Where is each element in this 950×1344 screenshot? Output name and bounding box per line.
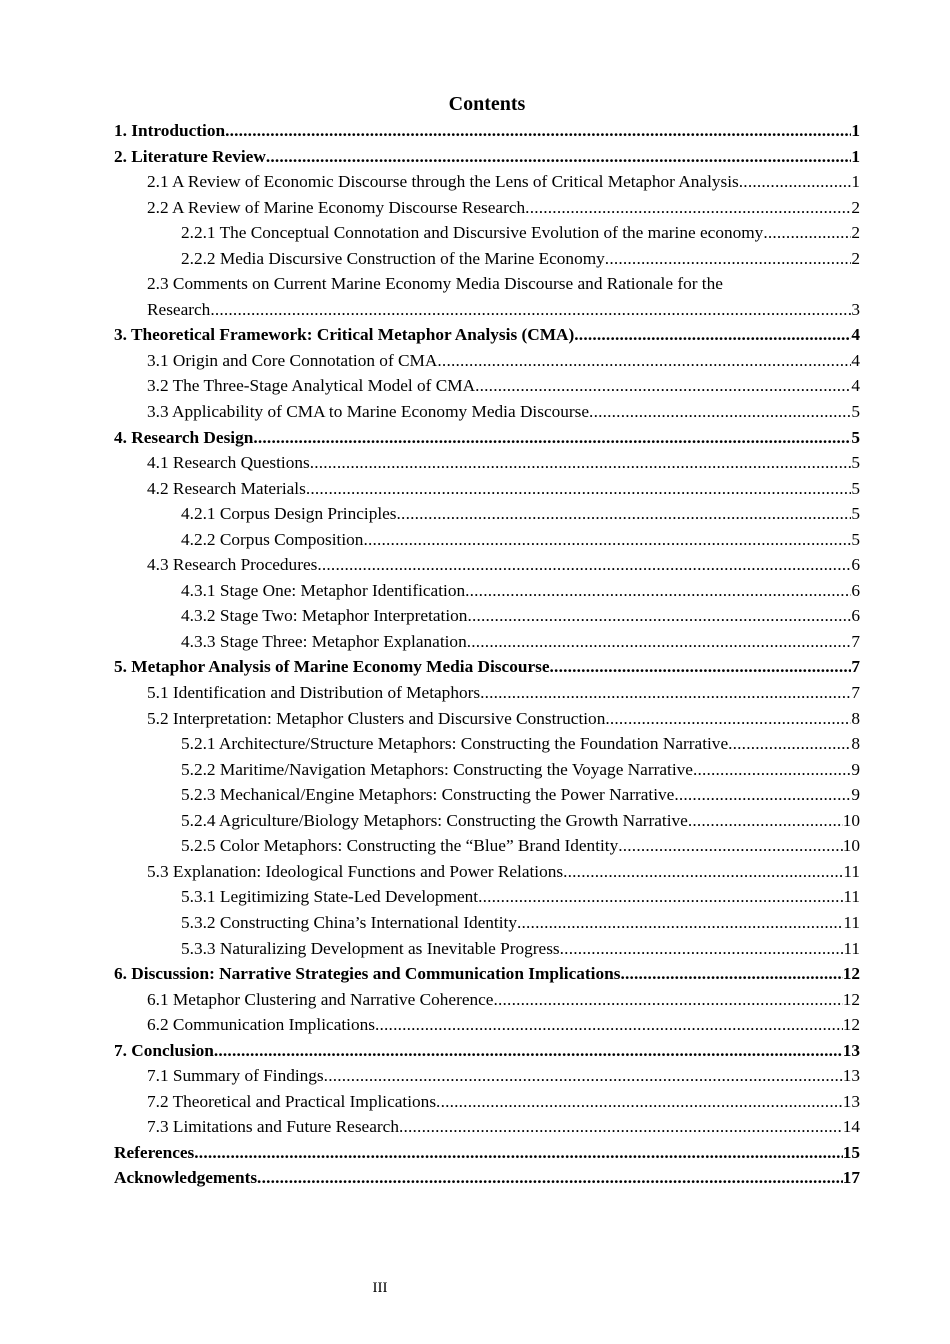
toc-entry-label: 5. Metaphor Analysis of Marine Economy Media Discourse xyxy=(114,657,550,677)
dot-leader xyxy=(266,144,852,170)
toc-entry-label: References xyxy=(114,1142,195,1162)
dot-leader xyxy=(493,987,842,1013)
toc-entry-page: 15 xyxy=(842,1142,860,1162)
toc-entry-label: 3.3 Applicability of CMA to Marine Economy Media Discourse xyxy=(147,402,590,422)
toc-entry[interactable] xyxy=(114,527,860,553)
dot-leader xyxy=(574,322,851,348)
toc-entry-label: 3.2 The Three-Stage Analytical Model of CMA xyxy=(147,376,476,396)
dot-leader xyxy=(620,961,842,987)
toc-entry[interactable] xyxy=(114,425,860,451)
toc-entry-page: 9 xyxy=(851,759,860,779)
dot-leader xyxy=(306,476,852,502)
toc-entry-label: 4.3.2 Stage Two: Metaphor Interpretation xyxy=(181,606,468,626)
dot-leader xyxy=(688,808,843,834)
dot-leader xyxy=(475,373,851,399)
toc-entry[interactable] xyxy=(114,757,860,783)
dot-leader xyxy=(589,399,851,425)
toc-entry-page: 11 xyxy=(843,861,860,881)
toc-entry-label: 4.1 Research Questions xyxy=(147,453,310,473)
toc-entry-page: 5 xyxy=(851,504,860,524)
toc-entry[interactable] xyxy=(114,961,860,987)
toc-entry[interactable] xyxy=(114,1114,860,1140)
toc-entry[interactable] xyxy=(114,654,860,680)
toc-entry-page: 10 xyxy=(842,836,860,856)
toc-entry-page: 17 xyxy=(842,1168,860,1188)
toc-entry-page: 12 xyxy=(842,989,860,1009)
toc-entry-label: 4.2 Research Materials xyxy=(147,478,306,498)
toc-entry-label: Acknowledgements xyxy=(114,1168,258,1188)
toc-entry-label: 5.2.3 Mechanical/Engine Metaphors: Constructing the Power Narrative xyxy=(181,785,675,805)
toc-entry-label: 7.1 Summary of Findings xyxy=(147,1066,324,1086)
dot-leader xyxy=(465,578,851,604)
toc-entry[interactable] xyxy=(114,195,860,221)
toc-entry-page: 5 xyxy=(851,453,860,473)
toc-entry-label: 5.2.1 Architecture/Structure Metaphors: Constructing the Foundation Narrative xyxy=(181,734,729,754)
toc-entry-label: 5.2.5 Color Metaphors: Constructing the “Blue” Brand Identity xyxy=(181,836,619,856)
dot-leader xyxy=(214,1038,843,1064)
toc-entry-label: 6.2 Communication Implications xyxy=(147,1015,375,1035)
toc-entry-page: 11 xyxy=(843,912,860,932)
dot-leader xyxy=(310,450,852,476)
toc-entry-label: 2.2.1 The Conceptual Connotation and Discursive Evolution of the marine economy xyxy=(181,223,764,243)
dot-leader xyxy=(517,910,843,936)
dot-leader xyxy=(399,1114,843,1140)
toc-entry[interactable] xyxy=(114,1012,860,1038)
toc-entry-label: 5.2.4 Agriculture/Biology Metaphors: Constructing the Growth Narrative xyxy=(181,810,688,830)
toc-entry-page: 5 xyxy=(851,427,860,447)
toc-entry[interactable] xyxy=(114,399,860,425)
toc-entry[interactable] xyxy=(114,782,860,808)
toc-entry-label: 2.3 Comments on Current Marine Economy Media Discourse and Rationale for the xyxy=(147,274,723,294)
toc-entry[interactable] xyxy=(114,169,860,195)
toc-entry-page: 5 xyxy=(851,402,860,422)
toc-entry[interactable] xyxy=(114,859,860,885)
dot-leader xyxy=(436,1089,843,1115)
toc-entry[interactable] xyxy=(114,603,860,629)
toc-entry[interactable] xyxy=(114,476,860,502)
toc-entry-page: 4 xyxy=(851,325,860,345)
toc-entry-label: 5.3.3 Naturalizing Development as Inevitable Progress xyxy=(181,938,560,958)
dot-leader xyxy=(324,1063,843,1089)
toc-entry-page: 12 xyxy=(842,1015,860,1035)
dot-leader xyxy=(225,118,851,144)
dot-leader xyxy=(605,246,852,272)
toc-entry-label: 5.3 Explanation: Ideological Functions and Power Relations xyxy=(147,861,564,881)
toc-entry-label: Research xyxy=(147,299,211,319)
dot-leader xyxy=(257,1165,843,1191)
toc-entry-page: 6 xyxy=(851,580,860,600)
dot-leader xyxy=(253,425,851,451)
toc-entry-page: 13 xyxy=(842,1040,860,1060)
toc-entry-page: 1 xyxy=(851,121,860,140)
toc-entry[interactable] xyxy=(114,808,860,834)
toc-entry-page: 13 xyxy=(842,1091,860,1111)
toc-entry-label: 5.3.2 Constructing China’s International Identity xyxy=(181,912,517,932)
toc-entry[interactable] xyxy=(114,271,860,322)
toc-entry-page: 1 xyxy=(851,172,860,192)
toc-entry-page: 3 xyxy=(851,299,860,319)
page-title: Contents xyxy=(448,93,526,115)
toc-entry[interactable] xyxy=(114,578,860,604)
toc-entry-label: 7. Conclusion xyxy=(114,1040,214,1060)
toc-entry[interactable] xyxy=(114,987,860,1013)
dot-leader xyxy=(437,348,851,374)
toc-entry-page: 7 xyxy=(851,657,860,677)
table-of-contents xyxy=(114,118,860,1191)
toc-entry-label: 4.2.2 Corpus Composition xyxy=(181,529,364,549)
page-number: III xyxy=(372,1280,388,1296)
toc-entry-label: 3.1 Origin and Core Connotation of CMA xyxy=(147,350,438,370)
toc-entry[interactable] xyxy=(114,833,860,859)
toc-entry[interactable] xyxy=(114,322,860,348)
toc-entry-label: 4. Research Design xyxy=(114,427,254,447)
toc-entry-label: 7.3 Limitations and Future Research xyxy=(147,1117,399,1137)
toc-entry-page: 5 xyxy=(851,529,860,549)
dot-leader xyxy=(467,603,851,629)
toc-entry-label: 2. Literature Review xyxy=(114,146,266,166)
toc-entry-page: 5 xyxy=(851,478,860,498)
dot-leader xyxy=(763,220,851,246)
toc-entry-label: 5.2 Interpretation: Metaphor Clusters and Discursive Construction xyxy=(147,708,606,728)
toc-entry[interactable] xyxy=(114,910,860,936)
toc-entry-page: 6 xyxy=(851,606,860,626)
toc-entry-page: 13 xyxy=(842,1066,860,1086)
toc-entry-page: 2 xyxy=(851,197,860,217)
toc-entry-label: 4.3 Research Procedures xyxy=(147,555,318,575)
dot-leader xyxy=(618,833,842,859)
toc-entry-page: 8 xyxy=(851,734,860,754)
toc-entry[interactable] xyxy=(114,246,860,272)
dot-leader xyxy=(210,297,851,323)
dot-leader xyxy=(739,169,852,195)
dot-leader xyxy=(674,782,851,808)
toc-entry-label: 6. Discussion: Narrative Strategies and Communication Implications xyxy=(114,964,621,984)
toc-entry[interactable] xyxy=(114,144,860,170)
toc-entry-page: 10 xyxy=(842,810,860,830)
toc-entry-page: 7 xyxy=(851,683,860,703)
dot-leader xyxy=(397,501,852,527)
toc-entry[interactable] xyxy=(114,450,860,476)
toc-entry-label: 5.3.1 Legitimizing State-Led Development xyxy=(181,887,479,907)
toc-entry-label: 2.1 A Review of Economic Discourse through the Lens of Critical Metaphor Analysis xyxy=(147,172,739,192)
toc-entry-label: 4.3.1 Stage One: Metaphor Identification xyxy=(181,580,466,600)
toc-entry[interactable] xyxy=(114,1140,860,1166)
toc-entry[interactable] xyxy=(114,936,860,962)
toc-entry-page: 11 xyxy=(843,887,860,907)
toc-entry-page: 8 xyxy=(851,708,860,728)
toc-entry[interactable] xyxy=(114,373,860,399)
toc-entry[interactable] xyxy=(114,552,860,578)
toc-entry-page: 4 xyxy=(851,350,860,370)
dot-leader xyxy=(550,654,852,680)
toc-entry-label: 3. Theoretical Framework: Critical Metaphor Analysis (CMA) xyxy=(114,325,575,345)
dot-leader xyxy=(480,680,851,706)
toc-entry-page: 14 xyxy=(842,1117,860,1137)
toc-entry-label: 7.2 Theoretical and Practical Implications xyxy=(147,1091,437,1111)
dot-leader xyxy=(478,884,843,910)
toc-entry[interactable] xyxy=(114,1038,860,1064)
toc-entry[interactable] xyxy=(114,1063,860,1089)
toc-entry[interactable] xyxy=(114,118,860,144)
dot-leader xyxy=(467,629,852,655)
toc-entry-label: 1. Introduction xyxy=(114,121,226,140)
toc-entry-page: 6 xyxy=(851,555,860,575)
toc-entry[interactable] xyxy=(114,680,860,706)
toc-entry[interactable] xyxy=(114,706,860,732)
toc-entry-label: 6.1 Metaphor Clustering and Narrative Coherence xyxy=(147,989,494,1009)
toc-entry-page: 11 xyxy=(843,938,860,958)
toc-entry[interactable] xyxy=(114,220,860,246)
dot-leader xyxy=(728,731,851,757)
toc-entry-page: 12 xyxy=(842,964,860,984)
dot-leader xyxy=(363,527,851,553)
toc-entry[interactable] xyxy=(114,884,860,910)
toc-entry-label: 2.2 A Review of Marine Economy Discourse Research xyxy=(147,197,526,217)
toc-entry[interactable] xyxy=(114,348,860,374)
dot-leader xyxy=(560,936,844,962)
toc-entry[interactable] xyxy=(114,629,860,655)
toc-entry-page: 2 xyxy=(851,223,860,243)
toc-entry-page: 9 xyxy=(851,785,860,805)
toc-entry-page: 2 xyxy=(851,248,860,268)
toc-entry-label: 5.1 Identification and Distribution of Metaphors xyxy=(147,683,481,703)
dot-leader xyxy=(317,552,851,578)
toc-entry[interactable] xyxy=(114,1165,860,1191)
dot-leader xyxy=(693,757,851,783)
toc-entry-page: 1 xyxy=(851,146,860,166)
toc-entry[interactable] xyxy=(114,1089,860,1115)
toc-entry-page: 4 xyxy=(851,376,860,396)
toc-entry[interactable] xyxy=(114,731,860,757)
toc-entry-label: 4.3.3 Stage Three: Metaphor Explanation xyxy=(181,631,467,651)
dot-leader xyxy=(525,195,851,221)
dot-leader xyxy=(194,1140,842,1166)
dot-leader xyxy=(605,706,851,732)
toc-entry-label: 4.2.1 Corpus Design Principles xyxy=(181,504,397,524)
dot-leader xyxy=(563,859,843,885)
toc-entry-label: 2.2.2 Media Discursive Construction of the Marine Economy xyxy=(181,248,605,268)
toc-entry-label: 5.2.2 Maritime/Navigation Metaphors: Constructing the Voyage Narrative xyxy=(181,759,693,779)
toc-entry[interactable] xyxy=(114,501,860,527)
dot-leader xyxy=(375,1012,843,1038)
toc-entry-page: 7 xyxy=(851,631,860,651)
